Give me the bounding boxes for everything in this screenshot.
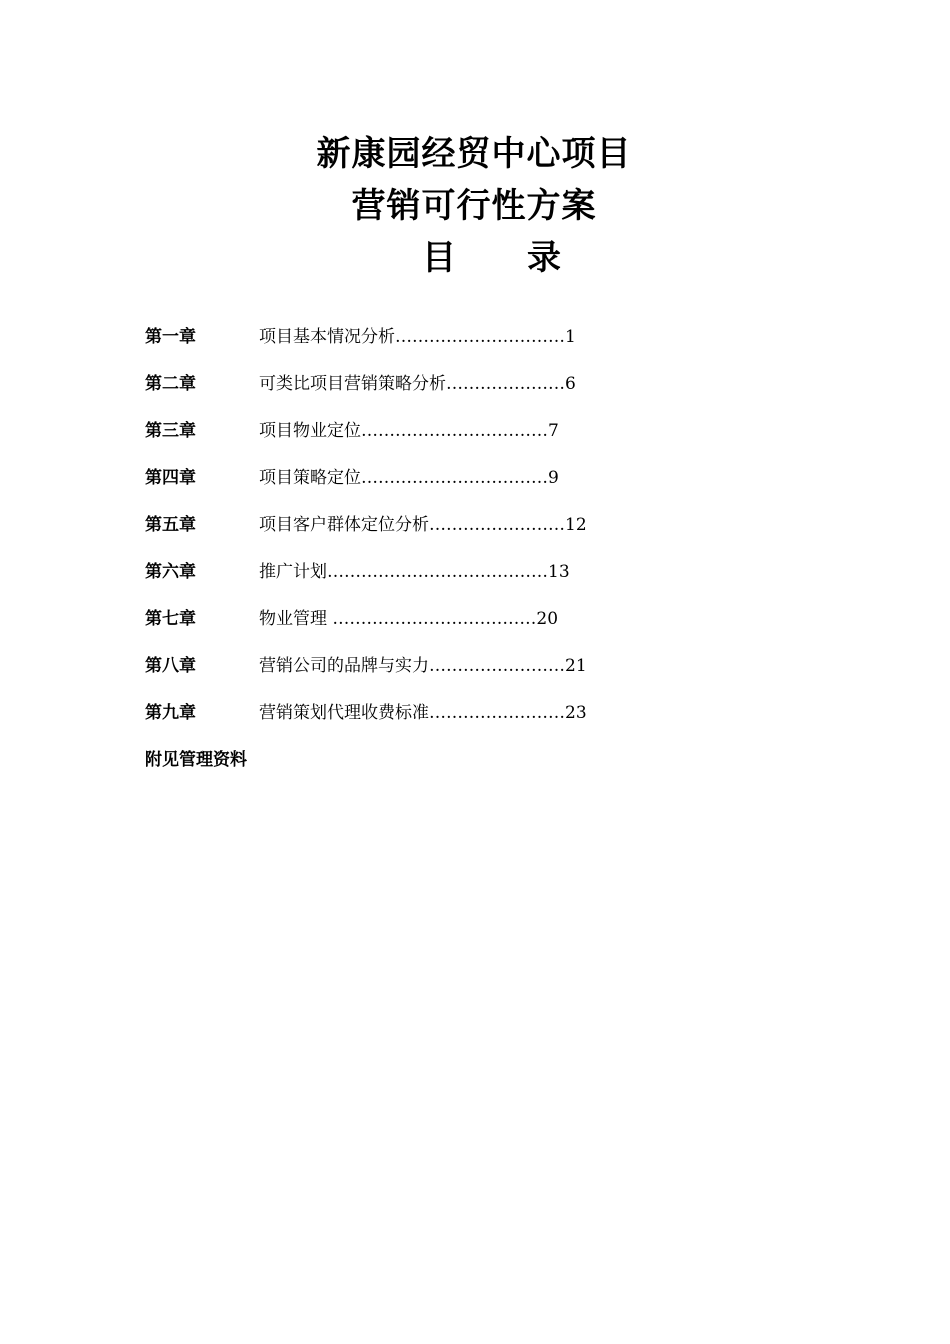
toc-chapter-label: 第二章 [145, 374, 196, 394]
toc-entry-title: 营销策划代理收费标准……………………23 [259, 703, 587, 723]
toc-entry-chapter-7 [145, 602, 665, 649]
toc-chapter-label: 第三章 [145, 421, 196, 441]
toc-entry-chapter-2 [145, 367, 665, 414]
toc-entry-chapter-8 [145, 649, 665, 696]
toc-entry-title: 项目策略定位……………………………9 [259, 468, 559, 488]
toc-chapter-label: 第四章 [145, 468, 196, 488]
toc-entry-title: 可类比项目营销策略分析…………………6 [259, 374, 576, 394]
toc-entry-title: 物业管理 ………………………………20 [259, 609, 559, 629]
table-of-contents [145, 320, 665, 783]
toc-entry-chapter-4 [145, 461, 665, 508]
toc-entry-title: 项目基本情况分析…………………………1 [259, 327, 576, 347]
toc-chapter-label: 第八章 [145, 656, 196, 676]
toc-entry-title: 项目客户群体定位分析……………………12 [259, 515, 587, 535]
title-line-plan: 营销可行性方案 [351, 186, 597, 226]
toc-chapter-label: 第六章 [145, 562, 196, 582]
toc-entry-title: 项目物业定位……………………………7 [259, 421, 559, 441]
toc-entry-chapter-9 [145, 696, 665, 743]
title-line-project: 新康园经贸中心项目 [316, 134, 632, 174]
toc-entry-chapter-5 [145, 508, 665, 555]
toc-chapter-label: 第九章 [145, 703, 196, 723]
toc-entry-title: 推广计划…………………………………13 [259, 562, 570, 582]
toc-chapter-label: 第七章 [145, 609, 196, 629]
toc-entry-chapter-3 [145, 414, 665, 461]
toc-appendix: 附见管理资料 [145, 750, 247, 770]
title-line-contents: 目 录 [422, 238, 562, 278]
document-title [0, 128, 950, 284]
toc-chapter-label: 第一章 [145, 327, 196, 347]
toc-entry-chapter-1 [145, 320, 665, 367]
toc-entry-title: 营销公司的品牌与实力……………………21 [259, 656, 587, 676]
toc-chapter-label: 第五章 [145, 515, 196, 535]
toc-entry-chapter-6 [145, 555, 665, 602]
